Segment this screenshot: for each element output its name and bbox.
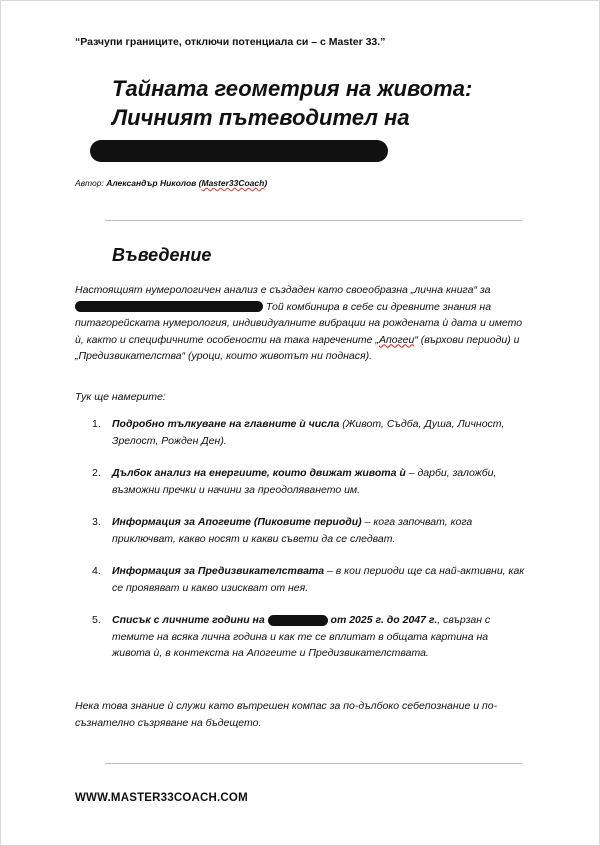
redacted-name-title (90, 140, 388, 162)
header-quote: “Разчупи границите, отключи потенциала си – с Master 33.” (75, 36, 386, 48)
author-handle: Master33Coach (201, 178, 265, 188)
title-line-2: Личният пътеводител на (112, 105, 410, 130)
author-label: Автор: (75, 178, 104, 188)
content-list (88, 416, 528, 678)
list-item: 1. Подробно тълкуване на главните ѝ числа (Живот, Съдба, Душа, Личност, Зрелост, Рожден Ден). (92, 418, 505, 447)
author-line: Автор: Александър Николов (Master33Coach) (75, 178, 268, 188)
title-line-1: Тайната геометрия на живота: (112, 76, 473, 101)
intro-text-c: “ (върхови периоди) и „Предизвикателства“ (уроци, които животът ни поднася). (75, 333, 520, 362)
author-name: Александър Николов (106, 178, 197, 188)
footer-website[interactable]: WWW.MASTER33COACH.COM (75, 792, 248, 804)
intro-heading: Въведение (112, 245, 212, 265)
closing-paragraph: Нека това знание ѝ служи като вътрешен компас за по-дълбоко себепознание и по-съзнателно съзряване на бъдещето. (75, 700, 498, 729)
page-title (112, 74, 552, 132)
redacted-name-list (268, 615, 328, 626)
divider-bottom (105, 763, 522, 764)
intro-paragraph (75, 282, 530, 365)
intro-apogei: Апогеи (378, 333, 415, 346)
list-item: 3. Информация за Апогеите (Пиковите периоди) – кога започват, кога приключват, какво носят и какви съвети да се следват. (92, 516, 473, 545)
list-item: 5. Списък с личните години на от 2025 г. до 2047 г., свързан с темите на всяка лична година и как те се вплитат в общата картина на живота ѝ, в контекста на Апогеите и Предизвикателствата. (92, 614, 491, 659)
intro-text-b: Той комбинира в себе си древните знания на питагорейската нумерология, индивидуалните вибрации на рождената ѝ дата и името ѝ, както и специфичните особености на така наречените „ (75, 300, 523, 346)
list-item: 4. Информация за Предизвикателствата – в кои периоди ще са най-активни, как се проявяват и какво изискват от нея. (92, 565, 525, 594)
intro-find: Тук ще намерите: (75, 391, 166, 403)
list-item: 2. Дълбок анализ на енергиите, които движат живота ѝ – дарби, заложби, възможни пречки и начини за преодоляването им. (92, 467, 497, 496)
redacted-name-intro (75, 301, 263, 312)
divider-top (105, 220, 522, 221)
intro-text-a: Настоящият нумерологичен анализ е създаден като своеобразна „лична книга“ за (75, 284, 491, 296)
